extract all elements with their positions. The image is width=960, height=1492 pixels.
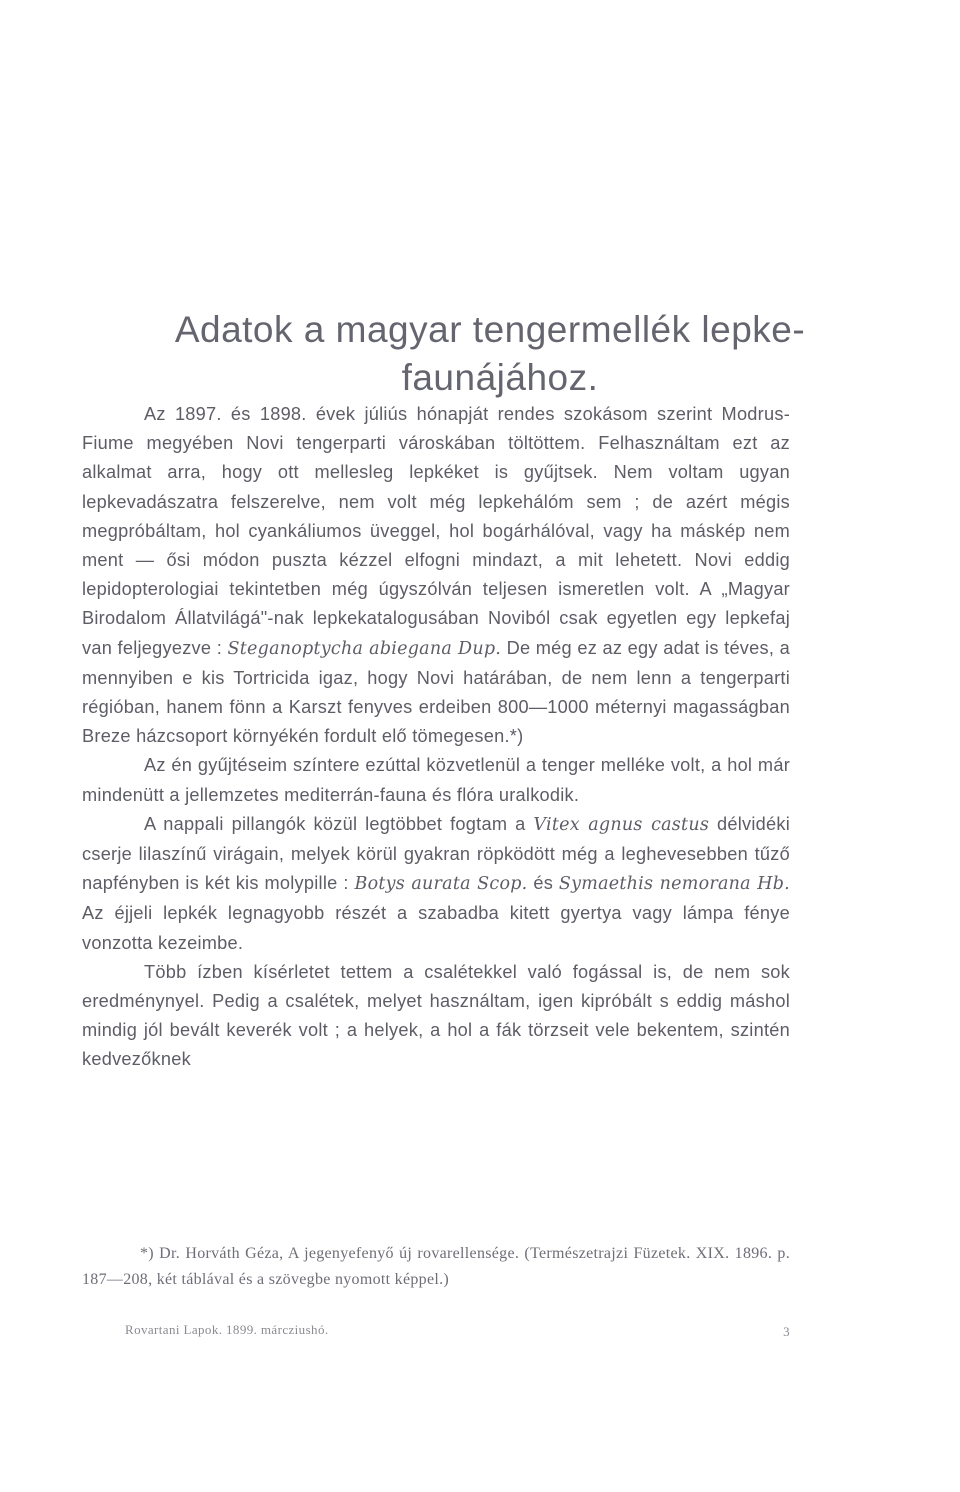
footnote <box>82 1241 790 1293</box>
italic-taxon-name: Steganoptycha abiegana Dup. <box>227 638 502 659</box>
page-number: 3 <box>783 1324 790 1339</box>
article-title-line-2: faunájához. <box>401 357 599 398</box>
footnote-text: *) Dr. Horváth Géza, A jegenyefenyő új rovarellensége. (Természetrajzi Füzetek. XIX. 1896. p. 187—208, két táblával és a szövegbe nyomott képpel.) <box>82 1245 790 1288</box>
italic-taxon-name: Vitex agnus castus <box>533 814 710 835</box>
article-title-line-1: Adatok a magyar tengermellék lepke- <box>174 309 806 350</box>
article-title <box>0 306 960 402</box>
text-run: Az éjjeli lepkék legnagyobb részét a szabadba kitett gyertya vagy lámpa fénye vonzotta kezeimbe. <box>82 903 790 953</box>
paragraph-4 <box>82 958 790 1075</box>
italic-taxon-name: Botys aurata Scop. <box>354 874 528 895</box>
text-run: A nappali pillangók közül legtöbbet fogtam a <box>144 813 534 834</box>
article-body <box>82 400 790 1075</box>
text-run: délvidéki cserje lilaszínű virágain, melyek körül gyakran röpködött még a leghevesebben tűző napfényben is két kis molypille : <box>82 813 790 894</box>
text-run: Több ízben kísérletet tettem a csalétekkel való fogással is, de nem sok eredménynyel. Pedig a csalétek, melyet használtam, igen kipróbált s eddig máshol mindig jól bevált keverék volt ; a helyek, a hol a fák törzseit vele bekentem, szintén kedvezőknek <box>82 961 790 1070</box>
paragraph-2 <box>82 751 790 809</box>
italic-taxon-name: Symaethis nemorana Hb. <box>558 874 790 895</box>
paragraph-1 <box>82 400 790 751</box>
text-run: és <box>527 873 559 894</box>
text-run: De még ez az egy adat is téves, a mennyiben e kis Tortricida igaz, hogy Novi határában, de nem lenn a tengerparti régióban, hanem fönn a Karszt fenyves erdeiben 800—1000 méternyi magasságban Breze házcsoport környékén fordult elő tömegesen.*) <box>82 637 790 747</box>
text-run: Az 1897. és 1898. évek júliús hónapját rendes szokásom szerint Modrus-Fiume megyében Novi tengerparti városkában töltöttem. Felhasználtam ezt az alkalmat arra, hogy ott mellesleg lepkéket is gyűjtsek. Nem voltam ugyan lepkevadászatra felszerelve, nem volt még lepkehálóm sem ; de azért mégis megpróbáltam, hol cyankáliumos üveggel, hol bogárhálóval, vagy ha máskép nem ment — ősi módon puszta kézzel elfogni mindazt, a mit lehetett. Novi eddig lepidopterologiai tekintetben még úgyszólván teljesen ismeretlen volt. A „Magyar Birodalom Állatvilágá"-nak lepkekatalogusában Noviból csak egyetlen egy lepkefaj van feljegyezve : <box>82 404 790 658</box>
text-run: Az én gyűjtéseim színtere ezúttal közvetlenül a tenger melléke volt, a hol már mindenütt a jellemzetes mediterrán-fauna és flóra uralkodik. <box>82 755 790 805</box>
journal-reference: Rovartani Lapok. 1899. márcziushó. <box>125 1322 329 1337</box>
paragraph-3 <box>82 810 790 958</box>
